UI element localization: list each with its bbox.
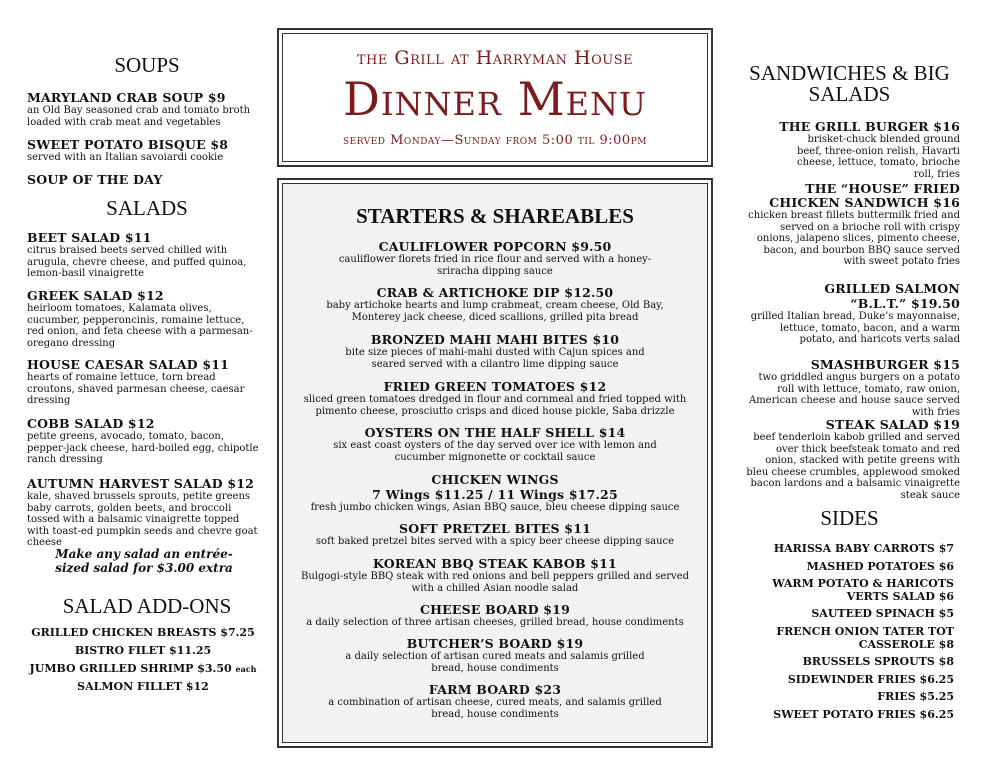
menu-item (742, 119, 960, 180)
menu-item (27, 90, 257, 128)
item-name: HOUSE CAESAR SALAD $11 (27, 357, 230, 372)
starter-item: FARM BOARD $23 a combination of artisan cheese, cured meats, and salamis grilled bread, house condiments (328, 682, 662, 720)
sides-title: SIDES (820, 506, 879, 530)
item-desc: two griddled angus burgers on a potato roll with lettuce, tomato, raw onion, American cheese and house sauce served with fries (748, 372, 960, 418)
side-item: SIDEWINDER FRIES $6.25 (787, 673, 954, 686)
side-item: HARISSA BABY CARROTS $7 (773, 542, 954, 555)
side-item: SAUTEED SPINACH $5 (811, 607, 954, 620)
sandwiches-title: SANDWICHES & BIG SALADS (749, 61, 950, 106)
item-desc: brisket-chuck blended ground beef, three-onion relish, Havarti cheese, lettuce, tomato, brioche roll, fries (796, 134, 960, 180)
item-name: SWEET POTATO BISQUE $8 (27, 137, 229, 152)
addon-item: JUMBO GRILLED SHRIMP $3.50 each (29, 662, 257, 675)
starter-item: KOREAN BBQ STEAK KABOB $11 Bulgogi-style BBQ steak with red onions and bell peppers grilled and served with a chilled Asian noodle salad (301, 556, 689, 594)
salad-note: Make any salad an entrée-sized salad for $3.00 extra (55, 547, 233, 575)
starter-item: BUTCHER’S BOARD $19 a daily selection of artisan cured meats and salamis grilled bread, house condiments (345, 636, 645, 674)
item-desc: petite greens, avocado, tomato, bacon, pepper-jack cheese, hard-boiled egg, chipotle ranch dressing (27, 431, 259, 466)
starters-title: STARTERS & SHAREABLES (356, 204, 634, 228)
starter-item: FRIED GREEN TOMATOES $12 sliced green tomatoes dredged in flour and cornmeal and fried topped with pimento cheese, prosciutto crisps and diced house pickle, Saba drizzle (303, 379, 687, 417)
menu-item (27, 357, 259, 407)
menu-header-box (277, 28, 713, 167)
starter-item: BRONZED MAHI MAHI BITES $10 bite size pieces of mahi-mahi dusted with Cajun spices and seared served with a cilantro lime dipping sauce (345, 332, 645, 370)
item-desc: grilled Italian bread, Duke’s mayonnaise, lettuce, tomato, bacon, and a warm potato, and haricots verts salad (750, 311, 960, 346)
addon-item: SALMON FILLET $12 (77, 680, 209, 693)
item-name: THE “HOUSE” FRIED CHICKEN SANDWICH $16 (769, 181, 960, 210)
item-name: THE GRILL BURGER $16 (779, 119, 960, 134)
side-item: BRUSSELS SPROUTS $8 (802, 655, 954, 668)
item-desc: hearts of romaine lettuce, torn bread croutons, shaved parmesan cheese, caesar dressing (27, 372, 245, 407)
side-item: SWEET POTATO FRIES $6.25 (773, 708, 954, 721)
menu-item (27, 230, 259, 280)
side-item: FRENCH ONION TATER TOT CASSEROLE $8 (776, 625, 954, 651)
addon-item: BISTRO FILET $11.25 (74, 644, 212, 657)
menu-item (27, 137, 228, 164)
menu-item (742, 182, 960, 268)
item-name: SOUP OF THE DAY (27, 172, 163, 187)
item-desc: beef tenderloin kabob grilled and served over thick beefsteak tomato and red onion, stacked with petite greens with bleu cheese crumbles, applewood smoked bacon lardons and a balsamic vinaigrette steak sauce (746, 432, 960, 501)
item-name: BEET SALAD $11 (27, 230, 152, 245)
menu-item (742, 281, 960, 346)
starter-item: SOFT PRETZEL BITES $11 soft baked pretzel bites served with a spicy beer cheese dipping sauce (315, 521, 675, 547)
starter-item: OYSTERS ON THE HALF SHELL $14 six east coast oysters of the day served over ice with lemon and cucumber mignonette or cocktail sauce (333, 425, 657, 463)
item-name: GREEK SALAD $12 (27, 288, 164, 303)
side-item: MASHED POTATOES $6 (806, 560, 954, 573)
addons-title: SALAD ADD-ONS (62, 594, 232, 618)
menu-item (27, 172, 163, 187)
item-desc: heirloom tomatoes, Kalamata olives, cucumber, pepperoncinis, romaine lettuce, red onion, and feta cheese with a parmesan-oregano dressing (27, 303, 253, 349)
menu-item (27, 476, 259, 549)
item-desc: kale, shaved brussels sprouts, petite greens baby carrots, golden beets, and broccoli tossed with a balsamic vinaigrette topped with toast-ed pumpkin seeds and chevre goat cheese (27, 491, 258, 549)
item-name: COBB SALAD $12 (27, 416, 155, 431)
starters-box (277, 178, 713, 748)
item-name: MARYLAND CRAB SOUP $9 (27, 90, 226, 105)
item-desc: citrus braised beets served chilled with arugula, chevre cheese, and puffed quinoa, lemon-basil vinaigrette (27, 245, 247, 280)
starter-item: CHICKEN WINGS 7 Wings $11.25 / 11 Wings $17.25 fresh jumbo chicken wings, Asian BBQ sauce, bleu cheese dipping sauce (310, 472, 680, 513)
item-desc: an Old Bay seasoned crab and tomato broth loaded with crab meat and vegetables (27, 105, 251, 128)
menu-item (742, 357, 960, 418)
item-name: AUTUMN HARVEST SALAD $12 (27, 476, 255, 491)
menu-item (27, 288, 259, 349)
item-name: STEAK SALAD $19 (825, 417, 960, 432)
addon-item: GRILLED CHICKEN BREASTS $7.25 (31, 626, 255, 639)
soups-title: SOUPS (114, 53, 180, 77)
item-name: GRILLED SALMON “B.L.T.” $19.50 (824, 281, 960, 311)
menu-item (742, 417, 960, 502)
menu-title: Dinner Menu (342, 72, 648, 126)
starter-item: CHEESE BOARD $19 a daily selection of three artisan cheeses, grilled bread, house condiments (306, 602, 684, 628)
serving-hours: served Monday—Sunday from 5:00 til 9:00pm (343, 133, 647, 148)
starter-item: CRAB & ARTICHOKE DIP $12.50 baby artichoke hearts and lump crabmeat, cream cheese, Old Bay, Monterey jack cheese, diced scallions, grilled pita bread (326, 285, 664, 323)
item-desc: chicken breast fillets buttermilk fried and served on a brioche roll with crispy onions, jalapeno slices, pimento cheese, bacon, and bourbon BBQ sauce served with sweet potato fries (748, 210, 960, 268)
menu-item (27, 416, 259, 466)
item-desc: served with an Italian savoiardi cookie (27, 152, 224, 163)
restaurant-name: the Grill at Harryman House (356, 47, 634, 69)
item-name: SMASHBURGER $15 (810, 357, 960, 372)
starter-item: CAULIFLOWER POPCORN $9.50 cauliflower florets fried in rice flour and served with a honey-sriracha dipping sauce (338, 239, 652, 277)
salads-title: SALADS (106, 196, 188, 220)
side-item: WARM POTATO & HARICOTS VERTS SALAD $6 (772, 577, 954, 603)
side-item: FRIES $5.25 (877, 690, 954, 703)
